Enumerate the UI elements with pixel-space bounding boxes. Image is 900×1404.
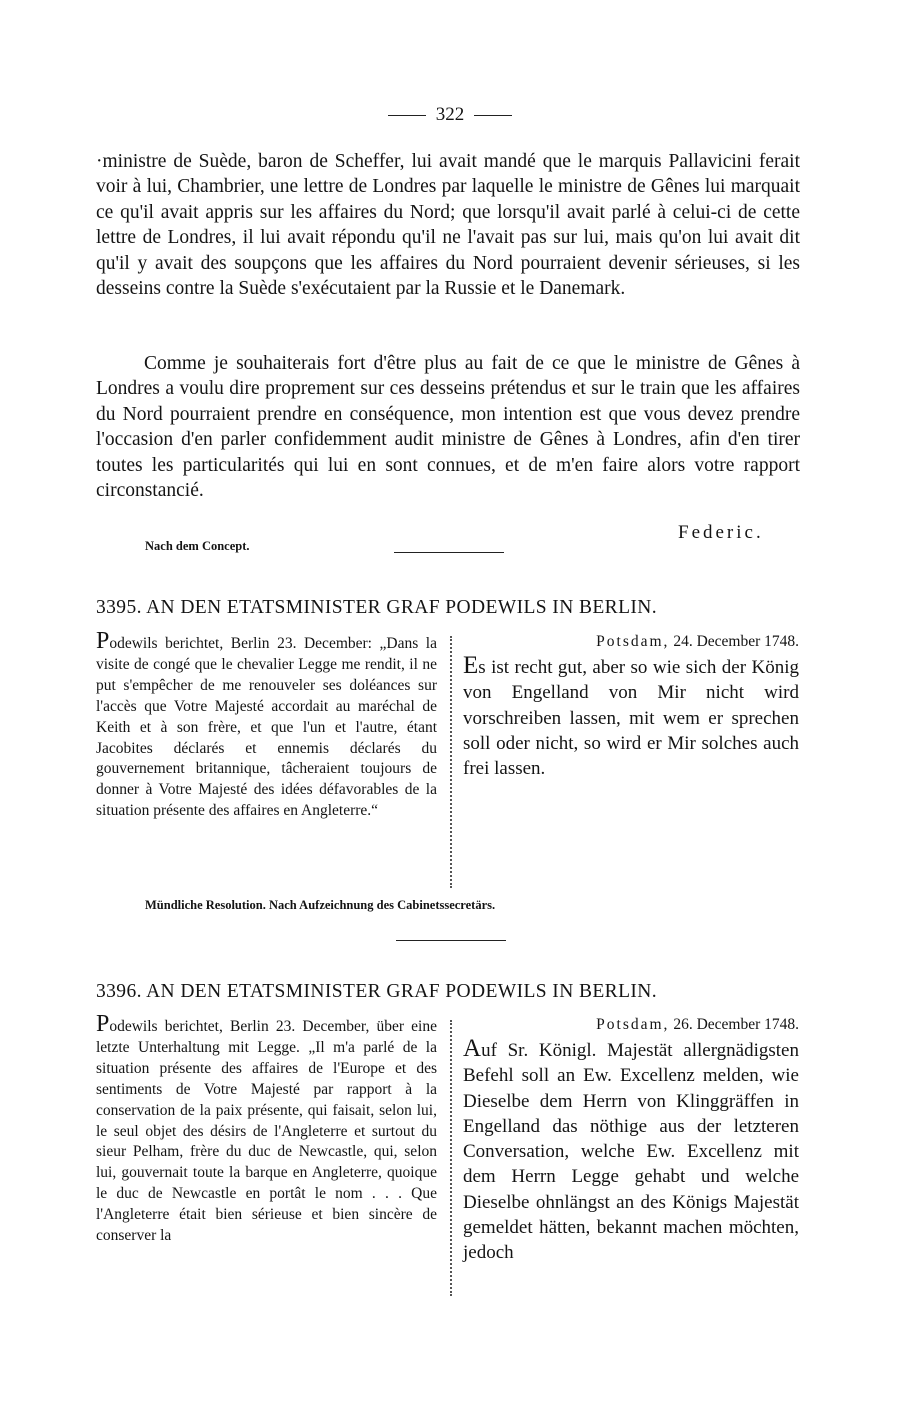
report-initial: P — [96, 1011, 110, 1037]
letter-paragraph-2: Comme je souhaiterais fort d'être plus au fait de ce que le ministre de Gênes à Londres a voulu dire proprement sur ces desseins prétendus et sur le train que les affaires du Nord pourraient prendre en conséquence, mon intention est que vous devez prendre l'occasion d'en parler confidemment audit ministre de Gênes à Londres, afin d'en tirer toutes les particularités qui lui en sont connues, et de m'en faire alors votre rapport circonstancié. — [96, 353, 800, 502]
dateline-date: 26. December 1748. — [673, 1016, 799, 1033]
reply-initial: A — [463, 1035, 482, 1062]
dateline-place: Potsdam, — [596, 633, 670, 650]
reply-body: uf Sr. Königl. Majestät allergnädigsten Befehl soll an Ew. Excellenz melden, wie Dieselbe dem Herrn von Klinggräffen in Engelland das nöthige aus der letzteren Conversation, welche Ew. Excellenz mit dem Herrn Legge gehabt und welche Dieselbe ohnlängst an des Königs Majestät gemeldet hätten, bekannt machen möchten, jedoch — [463, 1040, 799, 1264]
reply-text-3395 — [463, 653, 799, 781]
section-divider-rule — [394, 552, 504, 553]
report-text: odewils berichtet, Berlin 23. December: „Dans la visite de congé que le chevalier Legge me rendit, il ne put s'empêcher de me renouveler ses doléances sur l'accès que Votre Majesté accordait au maréchal de Keith et à son frère, et que l'un et l'autre, étant Jacobites déclarés et ennemis déclarés du gouvernement britannique, tâcheraient toujours de donner à Votre Majesté des idées défavorables de la situation présente des affaires en Angleterre.“ — [96, 635, 437, 820]
column-divider — [450, 636, 452, 888]
entry-heading-3395: 3395. AN DEN ETATSMINISTER GRAF PODEWILS IN BERLIN. — [96, 597, 658, 618]
reply-text-3396 — [463, 1036, 799, 1266]
dateline — [463, 1016, 799, 1034]
letter-paragraph-1: ·ministre de Suède, baron de Scheffer, lui avait mandé que le marquis Pallavicini ferait voir à lui, Chambrier, une lettre de Londres par laquelle le ministre de Gênes lui marquait ce qu'il avait appris sur les affaires du Nord; que lorsqu'il avait parlé à celui-ci de cette lettre de Londres, il lui avait répondu qu'il ne l'avait pas sur lui, mais qu'on lui avait dit qu'il y avait des soupçons que les affaires du Nord pourraient devenir sérieuses, si les desseins contre la Suède s'exécutaient par la Russie et le Danemark. — [96, 151, 800, 300]
source-note-resolution: Mündliche Resolution. Nach Aufzeichnung des Cabinetssecretärs. — [145, 898, 496, 912]
dateline-place: Potsdam, — [596, 1016, 670, 1033]
reply-initial: E — [463, 652, 479, 679]
section-divider-rule — [396, 940, 506, 941]
page-number-value: 322 — [435, 104, 465, 125]
dateline-date: 24. December 1748. — [673, 633, 799, 650]
report-summary-3396 — [96, 1011, 437, 1247]
page-number-dash-left — [388, 115, 426, 116]
report-text: odewils berichtet, Berlin 23. December, über eine letzte Unterhaltung mit Legge. „Il m'a parlé de la situation présente des affaires de l'Europe et des sentiments de Votre Majesté par rapport à la conservation de la paix présente, qui faisait, selon lui, le seul objet des désirs de l'Angleterre et surtout du sieur Pelham, frère du duc de Newcastle, qui, selon lui, gouvernait toute la barque en Angleterre, quoique le duc de Newcastle en portât le nom . . . Que l'Angleterre était bien sérieuse et bien sincère de conserver la — [96, 1018, 437, 1245]
reply-body: s ist recht gut, aber so wie sich der König von Engelland von Mir nicht wird vorschreiben lassen, mit wem er sprechen soll oder nicht, so wird er Mir solches auch frei lassen. — [463, 657, 799, 780]
dateline — [463, 633, 799, 651]
source-note-concept: Nach dem Concept. — [145, 539, 250, 553]
signature: Federic. — [678, 522, 764, 543]
page-number — [0, 104, 900, 126]
page-number-dash-right — [474, 115, 512, 116]
report-summary-3395 — [96, 628, 437, 822]
reply-column-3395 — [463, 633, 799, 781]
entry-heading-3396: 3396. AN DEN ETATSMINISTER GRAF PODEWILS IN BERLIN. — [96, 981, 658, 1002]
reply-column-3396 — [463, 1016, 799, 1266]
report-initial: P — [96, 628, 110, 654]
column-divider — [450, 1020, 452, 1296]
